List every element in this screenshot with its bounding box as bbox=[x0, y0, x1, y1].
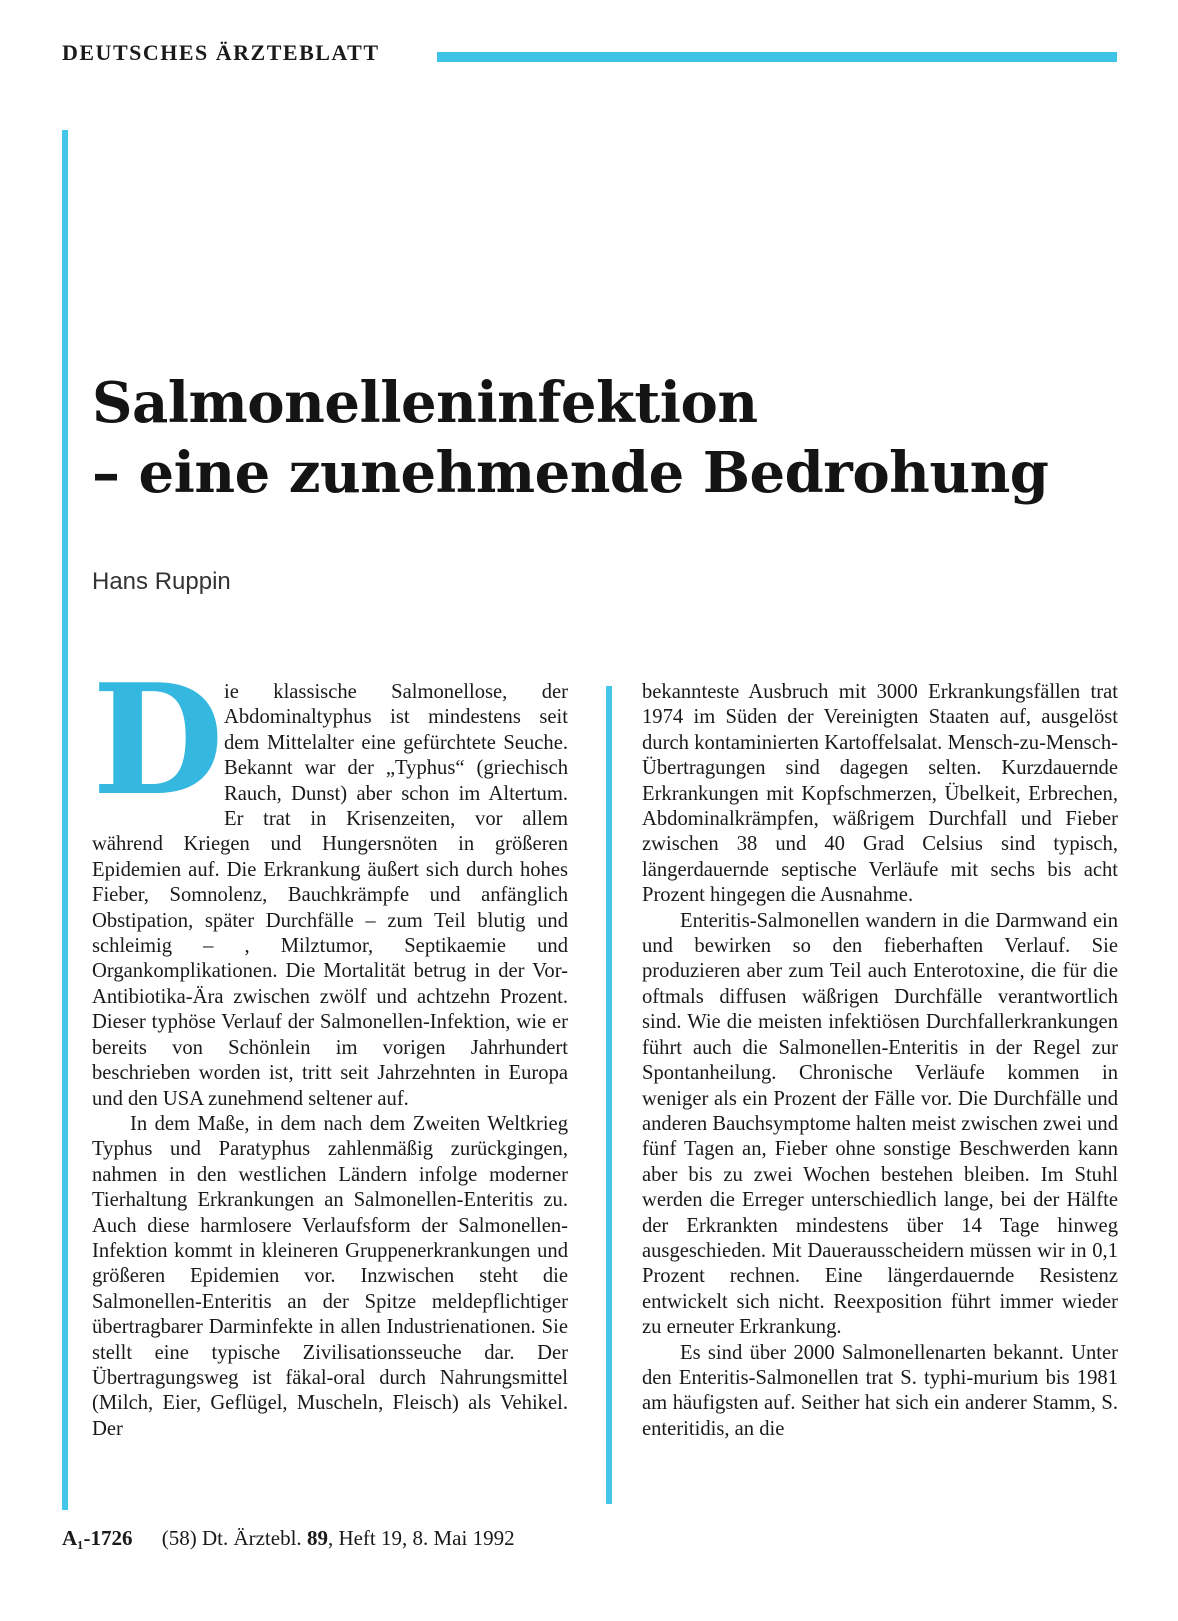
paragraph bbox=[92, 650, 568, 1112]
text-column-right bbox=[642, 680, 1118, 1442]
paragraph: bekannteste Ausbruch mit 3000 Erkrankungsfällen trat 1974 im Süden der Vereinigten Staaten auf, ausgelöst durch kontaminierten Kartoffelsalat. Mensch-zu-Mensch-Übertragungen sind dagegen selten. Kurzdauernde Erkrankungen mit Kopfschmerzen, Übelkeit, Erbrechen, Abdominalkrämpfen, wäßrigem Durchfall und Fieber zwischen 38 und 40 Grad Celsius sind typisch, längerdauernde septische Verläufe mit sechs bis acht Prozent hingegen die Ausnahme. bbox=[642, 681, 1118, 907]
title-line-1: Salmonelleninfektion bbox=[92, 370, 758, 436]
left-accent-bar bbox=[62, 130, 68, 1510]
column-accent-bar bbox=[606, 686, 612, 1504]
masthead-rule bbox=[437, 52, 1117, 62]
page-code: A₁-1726 bbox=[62, 1526, 133, 1550]
paragraph: Es sind über 2000 Salmonellenarten bekannt. Unter den Enteritis-Salmonellen trat S. typhi-murium bis 1981 am häufigsten auf. Seither hat sich ein anderer Stamm, S. enteritidis, an die bbox=[642, 1341, 1118, 1440]
page-footer bbox=[62, 1526, 515, 1551]
text-column-left bbox=[92, 650, 568, 1442]
drop-cap: D bbox=[92, 650, 224, 829]
paragraph: Enteritis-Salmonellen wandern in die Darmwand ein und bewirken so den fieberhaften Verlauf. Sie produzieren aber zum Teil auch Enterotoxine, die für die oftmals diffusen wäßrigen Durchfälle verantwortlich sind. Wie die meisten infektiösen Durchfallerkrankungen führt auch die Salmonellen-Enteritis in der Regel zur Spontanheilung. Chronische Verläufe kommen in weniger als ein Prozent der Fälle vor. Die Durchfälle und anderen Bauchsymptome halten meist zwischen zwei und fünf Tagen an, Fieber ohne sonstige Beschwerden kann aber bis zu zwei Wochen bestehen bleiben. Im Stuhl werden die Erreger unterschiedlich lange, bei der Hälfte der Erkrankten mindestens über 14 Tage hinweg ausgeschieden. Mit Dauerausscheidern müssen wir in 0,1 Prozent rechnen. Eine längerdauernde Resistenz entwickelt sich nicht. Reexposition führt immer wieder zu erneuter Erkrankung. bbox=[642, 909, 1118, 1339]
citation-suffix: , Heft 19, 8. Mai 1992 bbox=[327, 1526, 515, 1550]
citation-volume: 89 bbox=[306, 1526, 328, 1550]
article-title bbox=[92, 368, 1048, 508]
title-line-2: – eine zunehmende Bedrohung bbox=[92, 440, 1049, 506]
author-name: Hans Ruppin bbox=[92, 568, 231, 595]
paragraph: In dem Maße, in dem nach dem Zweiten Weltkrieg Typhus und Paratyphus zahlenmäßig zurückgingen, nahmen in den westlichen Ländern infolge moderner Tierhaltung Erkrankungen an Salmonellen-Enteritis zu. Auch diese harmlosere Verlaufsform der Salmonellen-Infektion kommt in kleineren Gruppenerkrankungen und größeren Epidemien vor. Inzwischen steht die Salmonellen-Enteritis an der Spitze meldepflichtiger übertragbarer Darminfekte in allen Industrienationen. Sie stellt eine typische Zivilisationsseuche dar. Der Übertragungsweg ist fäkal-oral durch Nahrungsmittel (Milch, Eier, Geflügel, Muscheln, Fleisch) als Vehikel. Der bbox=[92, 1112, 568, 1440]
masthead: DEUTSCHES ÄRZTEBLATT bbox=[62, 40, 380, 65]
citation-prefix: (58) Dt. Ärztebl. bbox=[161, 1526, 302, 1550]
paragraph-text: ie klassische Salmonellose, der Abdominaltyphus ist mindestens seit dem Mittelalter eine gefürchtete Seuche. Bekannt war der „Typhus“ (griechisch Rauch, Dunst) aber schon im Altertum. Er trat in Krisenzeiten, vor allem während Kriegen und Hungersnöten in größeren Epidemien auf. Die Erkrankung äußert sich durch hohes Fieber, Somnolenz, Bauchkrämpfe und anfänglich Obstipation, später Durchfälle – zum Teil blutig und schleimig – , Milztumor, Septikaemie und Organkomplikationen. Die Mortalität betrug in der Vor-Antibiotika-Ära zwischen zwölf und achtzehn Prozent. Dieser typhöse Verlauf der Salmonellen-Infektion, wie er bereits von Schönlein im vorigen Jahrhundert beschrieben worden ist, tritt seit Jahrzehnten in Europa und den USA zunehmend seltener auf. bbox=[92, 681, 568, 1110]
